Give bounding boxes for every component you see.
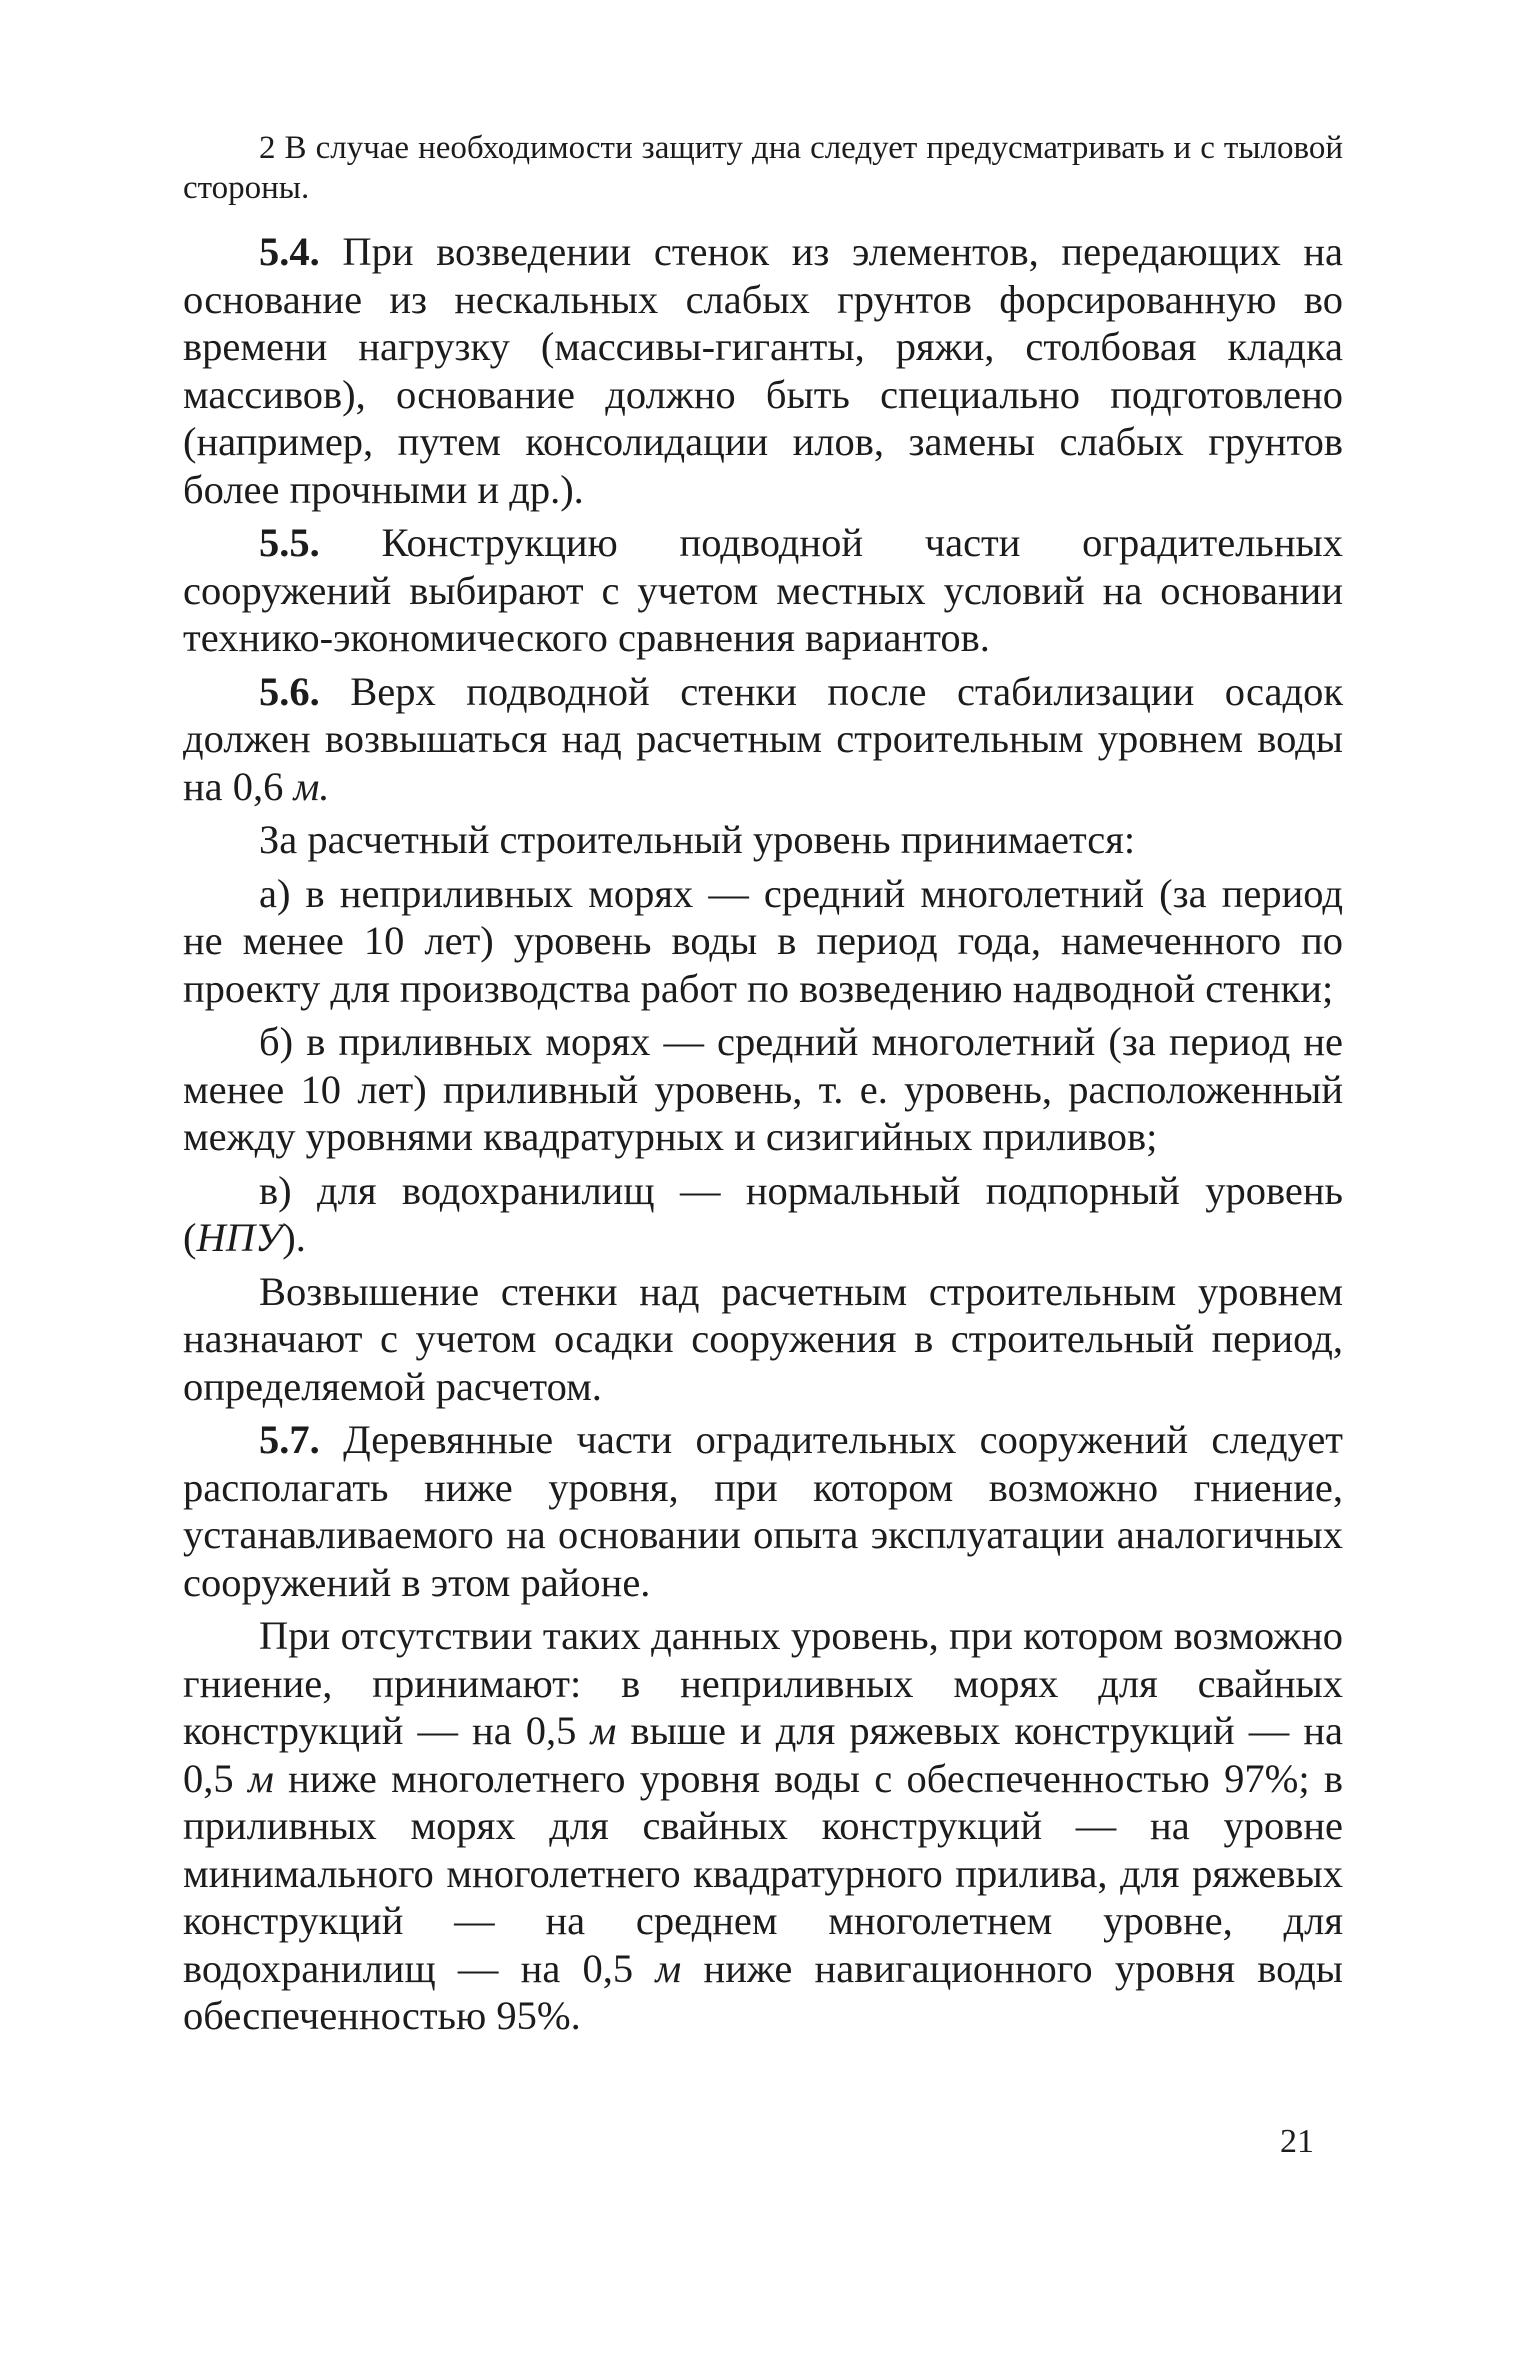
unit-label: м [590, 1708, 617, 1753]
list-item-a-text: а) в неприливных морях — средний многолетний (за период не менее 10 лет) уровень воды в период года, намеченного по проекту для производства работ по возведению надводной стенки; [183, 870, 1343, 1011]
level-intro-text: За расчетный строительный уровень принимается: [259, 817, 1136, 862]
section-5-7 [183, 1416, 1343, 1606]
decay-text-d: ниже навигационного уровня воды обеспеченностью 95%. [183, 1945, 1344, 2038]
section-5-6 [183, 668, 1343, 811]
decay-text-a: При отсутствии таких данных уровень, при котором возможно гниение, принимают: в неприливных морях для свайных конструкций — на 0,5 [183, 1613, 1343, 1753]
page-body [183, 128, 1343, 2046]
section-number: 5.7. [259, 1417, 320, 1462]
unit-label: м [655, 1945, 682, 1991]
decay-text-b: выше и для ряжевых конструкций — на 0,5 [183, 1708, 1344, 1801]
list-item-v-end: ). [282, 1215, 306, 1260]
list-item-b-text: б) в приливных морях — средний многолетний (за период не менее 10 лет) приливный уровень, т. е. уровень, расположенный между уровнями квадратурных и сизигийных приливов; [183, 1019, 1343, 1159]
decay-text-c: ниже многолетнего уровня воды с обеспеченностью 97%; в приливных морях для свайных конструкций — на уровне минимального многолетнего квадратурного прилива, для ряжевых конструкций — на среднем многолетнем уровне, для водохранилищ — на 0,5 [183, 1755, 1344, 1991]
footnote-text: 2 В случае необходимости защиту дна следует предусматривать и с тыловой стороны. [183, 130, 1343, 206]
decay-level-paragraph [183, 1612, 1343, 2040]
section-number: 5.5. [259, 520, 320, 565]
list-item-v [183, 1167, 1343, 1262]
level-intro [183, 816, 1343, 864]
section-text: При возведении стенок из элементов, передающих на основание из нескальных слабых грунтов форсированную во времени нагрузку (массивы-гиганты, ряжи, столбовая кладка массивов), основание должно быть специально подготовлено (например, путем консолидации илов, замены слабых грунтов более прочными и др.). [183, 229, 1344, 512]
section-number: 5.6. [259, 668, 320, 714]
section-5-4 [183, 228, 1343, 513]
list-item-v-text: в) для водохранилищ — нормальный подпорный уровень ( [183, 1167, 1343, 1260]
unit-label: м [247, 1755, 274, 1801]
page-number: 21 [1280, 2123, 1314, 2160]
section-text: Деревянные части оградительных сооружений следует располагать ниже уровня, при котором возможно гниение, устанавливаемого на основании опыта эксплуатации аналогичных сооружений в этом районе. [183, 1417, 1343, 1605]
list-item-a [183, 870, 1343, 1013]
list-item-b [183, 1018, 1343, 1161]
elevation-text: Возвышение стенки над расчетным строительным уровнем назначают с учетом осадки сооружения в строительный период, определяемой расчетом. [183, 1268, 1343, 1409]
unit-label: м. [293, 763, 330, 809]
footnote-2 [183, 128, 1343, 208]
section-number: 5.4. [259, 229, 320, 274]
abbreviation: НПУ [196, 1215, 283, 1260]
section-5-5 [183, 519, 1343, 662]
section-text: Верх подводной стенки после стабилизации осадок должен возвышаться над расчетным строительным уровнем воды на 0,6 [183, 668, 1344, 809]
section-text: Конструкцию подводной части оградительных сооружений выбирают с учетом местных условий на основании технико-экономического сравнения вариантов. [183, 520, 1343, 660]
elevation-paragraph [183, 1268, 1343, 1411]
